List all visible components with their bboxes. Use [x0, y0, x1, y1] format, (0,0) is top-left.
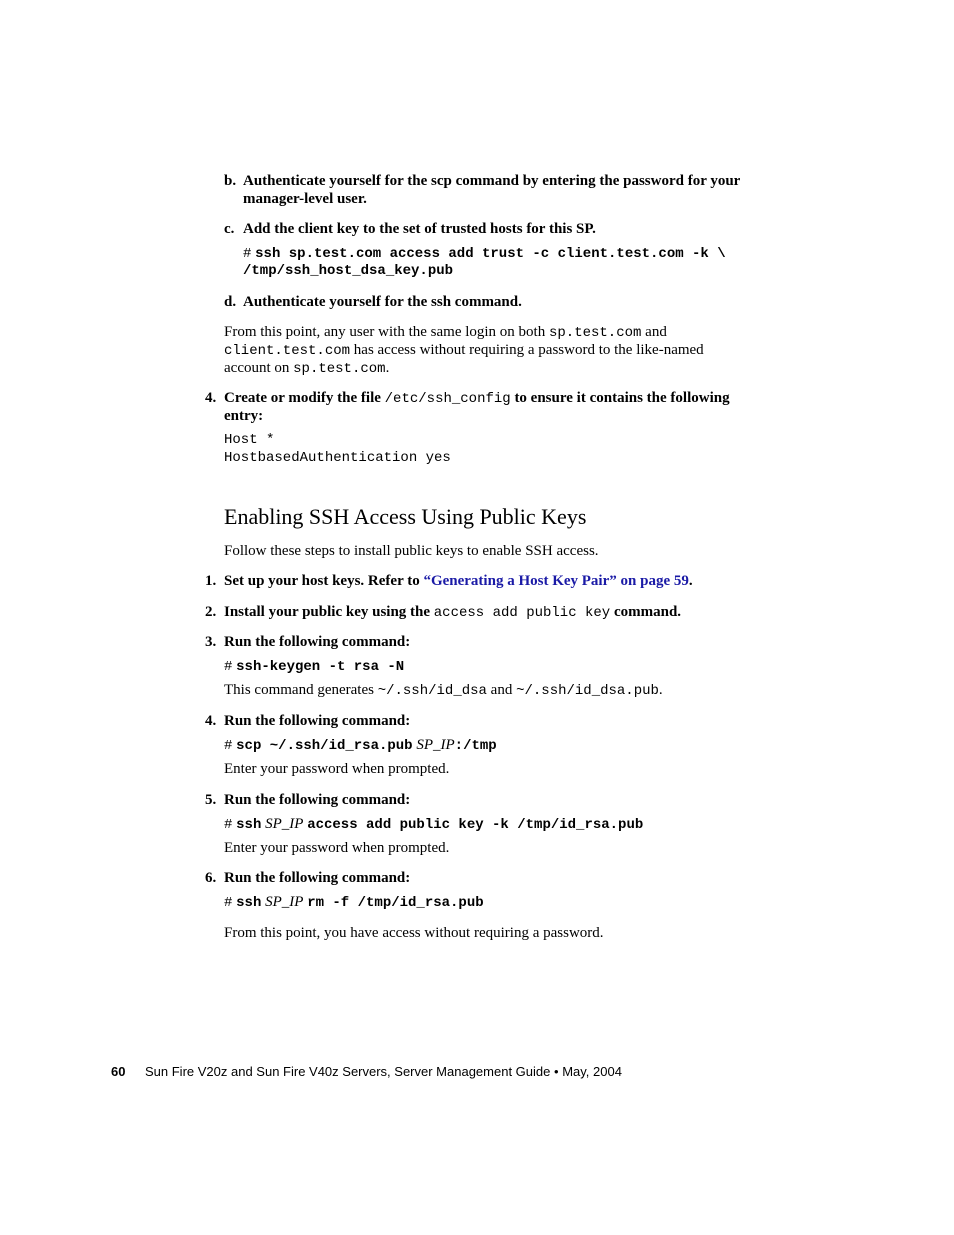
substep-c-command — [243, 244, 726, 263]
text-run: and — [641, 324, 667, 340]
substep-b-line2: manager-level user. — [243, 191, 367, 207]
command-text: scp ~/.ssh/id_rsa.pub — [236, 738, 413, 754]
step-text — [224, 572, 693, 590]
text-run: . — [658, 682, 663, 698]
text-run: Set up your host keys. Refer to — [224, 573, 424, 589]
text-run: . — [385, 360, 390, 376]
command-text: ssh — [236, 895, 262, 911]
code-line: Host * — [224, 432, 275, 448]
substep-d-marker: d. — [224, 294, 237, 310]
step-note: Enter your password when prompted. — [224, 840, 450, 856]
text-run: Create or modify the file — [224, 390, 385, 406]
substep-b-line1: Authenticate yourself for the scp command by entering the password for your — [243, 173, 741, 189]
step-note — [224, 681, 663, 700]
paragraph-line — [224, 341, 704, 360]
prompt-symbol: # — [224, 817, 233, 833]
prompt-symbol: # — [224, 659, 233, 675]
command-line — [224, 893, 484, 912]
footer-title-text: Sun Fire V20z and Sun Fire V40z Servers, Server Management Guide — [145, 1064, 551, 1079]
substep-c-text: Add the client key to the set of trusted hosts for this SP. — [243, 221, 596, 237]
footer-date: May, 2004 — [562, 1064, 622, 1079]
substep-c-marker: c. — [224, 221, 235, 237]
text-run: . — [688, 573, 693, 589]
command-line — [224, 736, 497, 755]
substep-c-command-cont: /tmp/ssh_host_dsa_key.pub — [243, 263, 454, 279]
step-text — [224, 389, 730, 408]
paragraph-line — [224, 323, 667, 342]
code-run: sp.test.com — [293, 361, 386, 377]
code-run: client.test.com — [224, 343, 351, 359]
command-text: ssh-keygen -t rsa -N — [236, 659, 405, 675]
section-heading: Enabling SSH Access Using Public Keys — [224, 504, 587, 529]
section-intro: Follow these steps to install public keys to enable SSH access. — [224, 543, 599, 559]
paragraph-line — [224, 359, 389, 378]
page-number: 60 — [111, 1064, 126, 1079]
step-number: 3. — [205, 634, 217, 650]
step-number: 2. — [205, 604, 217, 620]
step-number: 4. — [205, 390, 217, 406]
step-number: 1. — [205, 573, 217, 589]
prompt-symbol: # — [224, 895, 233, 911]
step-text — [224, 603, 681, 622]
step-text-cont: entry: — [224, 408, 264, 424]
text-run: account on — [224, 360, 294, 376]
code-run: sp.test.com — [548, 325, 642, 341]
step-text: Run the following command: — [224, 870, 411, 886]
code-run: /etc/ssh_config — [384, 391, 511, 407]
text-run: Install your public key using the — [224, 604, 434, 620]
step-number: 4. — [205, 713, 217, 729]
command-line — [224, 815, 643, 834]
footer-bullet: • — [554, 1064, 559, 1079]
step-number: 5. — [205, 792, 217, 808]
closing-paragraph: From this point, you have access without requiring a password. — [224, 925, 604, 941]
code-line: HostbasedAuthentication yes — [224, 450, 451, 466]
variable-text: SP_IP — [265, 894, 304, 910]
footer-title — [145, 1063, 622, 1081]
code-run: access add public key — [433, 605, 611, 621]
substep-d-text: Authenticate yourself for the ssh command. — [243, 294, 522, 310]
prompt-symbol: # — [243, 246, 252, 262]
step-text: Run the following command: — [224, 634, 411, 650]
prompt-symbol: # — [224, 738, 233, 754]
command-text: ssh — [236, 817, 262, 833]
text-run: to ensure it contains the following — [510, 390, 730, 406]
text-run: From this point, any user with the same login on both — [224, 324, 549, 340]
variable-text: SP_IP — [265, 816, 304, 832]
text-run: has access without requiring a password to the like-named — [350, 342, 704, 358]
command-text: :/tmp — [454, 738, 497, 754]
command-line — [224, 657, 404, 676]
text-run: This command generates — [224, 682, 378, 698]
command-text: rm -f /tmp/id_rsa.pub — [307, 895, 484, 911]
step-note: Enter your password when prompted. — [224, 761, 450, 777]
substep-b-marker: b. — [224, 173, 237, 189]
code-run: ~/.ssh/id_dsa.pub — [516, 683, 659, 699]
text-run: and — [486, 682, 517, 698]
variable-text: SP_IP — [416, 737, 455, 753]
step-text: Run the following command: — [224, 713, 411, 729]
cross-reference-link[interactable]: “Generating a Host Key Pair” on page 59 — [423, 573, 689, 589]
command-text: ssh sp.test.com access add trust -c client.test.com -k \ — [255, 246, 726, 262]
step-number: 6. — [205, 870, 217, 886]
text-run: command. — [610, 604, 682, 620]
command-text: access add public key -k /tmp/id_rsa.pub — [307, 817, 644, 833]
code-run: ~/.ssh/id_dsa — [377, 683, 487, 699]
step-text: Run the following command: — [224, 792, 411, 808]
